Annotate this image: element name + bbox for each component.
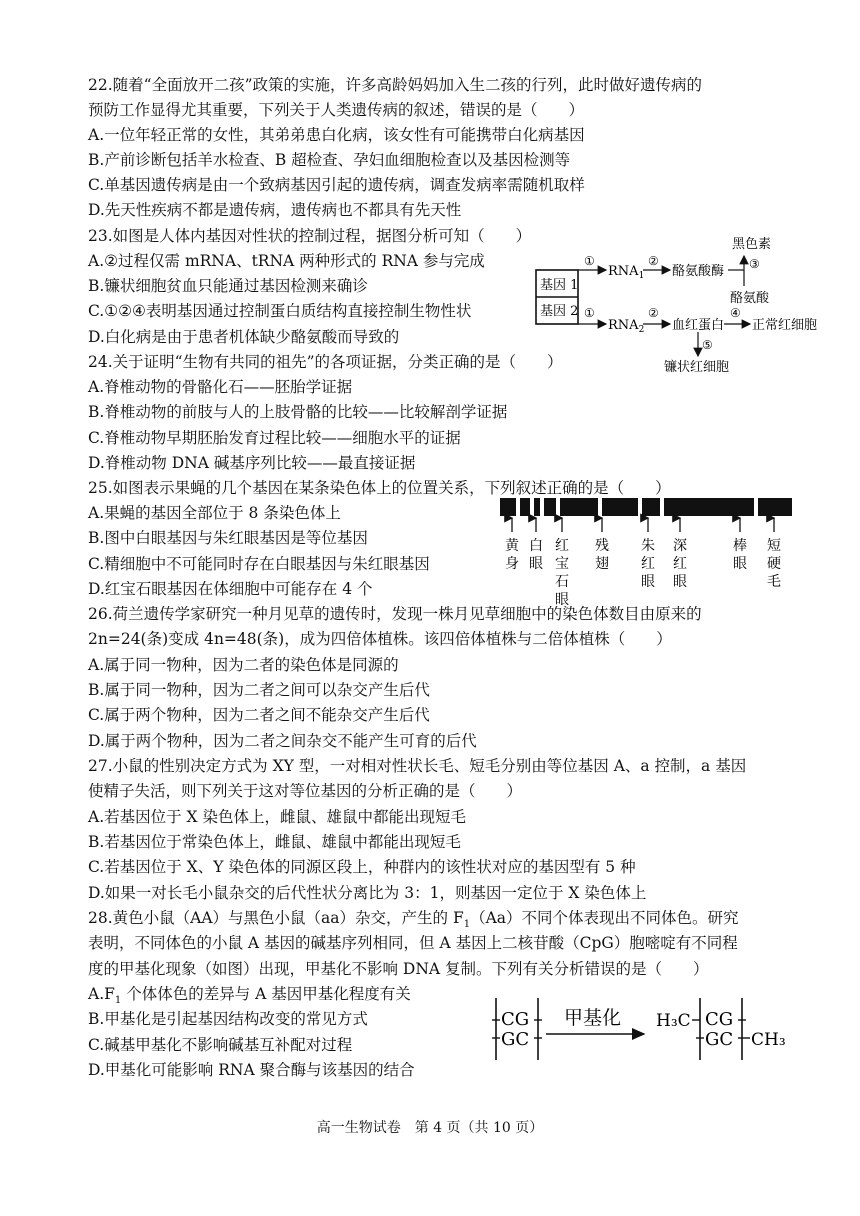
methyl-group-right: CH₃ — [751, 1030, 786, 1050]
tyrosine-label: 酪氨酸 — [730, 291, 770, 306]
rna2-label: $RNA_2$ — [608, 318, 645, 335]
hemoglobin-label: 血红蛋白 — [672, 318, 725, 333]
q24-option-b: B.脊椎动物的前肢与人的上肢骨骼的比较——比较解剖学证据 — [88, 403, 508, 421]
q25-option-b: B.图中白眼基因与朱红眼基因是等位基因 — [88, 529, 368, 547]
step-2-top: ② — [648, 254, 659, 268]
q24-option-d: D.脊椎动物 DNA 碱基序列比较——最直接证据 — [88, 454, 416, 472]
step-2-bottom: ② — [648, 306, 659, 320]
q28-option-a: $A.F_1$ 个体体色的差异与 A 基因甲基化程度有关 — [88, 985, 411, 1007]
q22-option-a: A.一位年轻正常的女性，其弟弟患白化病，该女性有可能携带白化病基因 — [88, 126, 585, 144]
q26-option-a: A.属于同一物种，因为二者的染色体是同源的 — [88, 656, 399, 674]
page-footer: 高一生物试卷 第 4 页（共 10 页） — [316, 1120, 544, 1136]
q26-option-b: B.属于同一物种，因为二者之间可以杂交产生后代 — [88, 681, 430, 699]
gene-label: 残翅 — [595, 538, 609, 572]
methylation-diagram — [488, 994, 808, 1066]
cg-right: CG — [705, 1009, 734, 1030]
q22-stem-line1: 22.随着“全面放开二孩”政策的实施，许多高龄妈妈加入生二孩的行列，此时做好遗传病的 — [88, 76, 703, 94]
cg-left: CG — [501, 1009, 530, 1030]
q25-option-c: C.精细胞中不可能同时存在白眼基因与朱红眼基因 — [88, 555, 430, 573]
step-4: ④ — [730, 306, 741, 320]
gc-right: GC — [705, 1029, 734, 1050]
q25-option-d: D.红宝石眼基因在体细胞中可能存在 4 个 — [88, 580, 373, 598]
gene-label: 白眼 — [529, 538, 543, 572]
melanin-label: 黑色素 — [732, 237, 772, 252]
methyl-group-left: H₃C — [656, 1011, 691, 1031]
q27-option-c: C.若基因位于 X、Y 染色体的同源区段上，种群内的该性状对应的基因型有 5 种 — [88, 858, 636, 876]
q28-option-c: C.碱基甲基化不影响碱基互补配对过程 — [88, 1036, 353, 1054]
gene-label: 朱红眼 — [641, 538, 655, 590]
q22-option-d: D.先天性疾病不都是遗传病，遗传病也不都具有先天性 — [88, 201, 462, 219]
chromosome-bar — [500, 498, 792, 516]
gene-label: 短硬毛 — [767, 538, 781, 590]
q26-stem-line1: 26.荷兰遗传学家研究一种月见草的遗传时，发现一株月见草细胞中的染色体数目由原来的 — [88, 605, 702, 623]
q26-option-d: D.属于两个物种，因为二者之间杂交不能产生可育的后代 — [88, 732, 477, 750]
gene2-label: 基因 2 — [540, 304, 579, 319]
q23-option-a: A.②过程仅需 mRNA、tRNA 两种形式的 RNA 参与完成 — [88, 252, 485, 270]
step-3: ③ — [749, 257, 760, 271]
step-1-bottom: ① — [584, 306, 595, 320]
gc-left: GC — [501, 1029, 530, 1050]
methylation-arrow-label: 甲基化 — [564, 1007, 622, 1029]
q25-option-a: A.果蝇的基因全部位于 8 条染色体上 — [88, 504, 341, 522]
q27-option-b: B.若基因位于常染色体上，雌鼠、雄鼠中都能出现短毛 — [88, 833, 461, 851]
q22-option-b: B.产前诊断包括羊水检查、B 超检查、孕妇血细胞检查以及基因检测等 — [88, 151, 571, 169]
q25-stem: 25.如图表示果蝇的几个基因在某条染色体上的位置关系，下列叙述正确的是（ ） — [88, 479, 671, 497]
q28-option-b: B.甲基化是引起基因结构改变的常见方式 — [88, 1010, 368, 1028]
q26-option-c: C.属于两个物种，因为二者之间不能杂交产生后代 — [88, 706, 430, 724]
q26-stem-line2: 2n=24(条)变成 4n=48(条)，成为四倍体植株。该四倍体植株与二倍体植株（ ） — [88, 630, 672, 648]
q23-option-c: C.①②④表明基因通过控制蛋白质结构直接控制生物性状 — [88, 302, 472, 320]
q23-option-d: D.白化病是由于患者机体缺少酪氨酸而导致的 — [88, 328, 400, 346]
gene-expression-diagram — [530, 232, 830, 374]
chromosome-gene-map — [498, 496, 798, 614]
normal-rbc-label: 正常红细胞 — [752, 318, 818, 333]
step-1-top: ① — [584, 254, 595, 268]
gene-label: 深红眼 — [673, 538, 687, 590]
gene-label: 黄身 — [505, 538, 519, 572]
q24-option-a: A.脊椎动物的骨骼化石——胚胎学证据 — [88, 378, 353, 396]
q27-stem-line1: 27.小鼠的性别决定方式为 XY 型，一对相对性状长毛、短毛分别由等位基因 A、a 控制，a 基因 — [88, 757, 747, 775]
step-5: ⑤ — [702, 338, 713, 352]
q27-option-a: A.若基因位于 X 染色体上，雌鼠、雄鼠中都能出现短毛 — [88, 808, 467, 826]
q28-option-d: D.甲基化可能影响 RNA 聚合酶与该基因的结合 — [88, 1061, 415, 1079]
q28-stem-line2: 表明，不同体色的小鼠 A 基因的碱基序列相同，但 A 基因上二核苷酸（CpG）胞嘧啶有不同程 — [88, 934, 738, 952]
q23-option-b: B.镰状细胞贫血只能通过基因检测来确诊 — [88, 277, 368, 295]
enzyme-label: 酪氨酸酶 — [672, 264, 725, 279]
sickle-rbc-label: 镰状红细胞 — [664, 360, 730, 374]
gene1-label: 基因 1 — [540, 278, 579, 293]
q24-option-c: C.脊椎动物早期胚胎发育过程比较——细胞水平的证据 — [88, 429, 461, 447]
gene-label: 棒眼 — [733, 538, 747, 572]
q22-option-c: C.单基因遗传病是由一个致病基因引起的遗传病，调查发病率需随机取样 — [88, 176, 585, 194]
rna1-label: $RNA_1$ — [608, 264, 645, 281]
gene-label: 红宝石眼 — [555, 538, 569, 608]
q28-stem-line3: 度的甲基化现象（如图）出现，甲基化不影响 DNA 复制。下列有关分析错误的是（ ） — [88, 960, 709, 978]
q28-stem-line1: 28.黄色小鼠（AA）与黑色小鼠（aa）杂交，产生的 $F_1(Aa)$不同个体表现出不同体色。研究 — [88, 909, 739, 931]
q22-stem-line2: 预防工作显得尤其重要，下列关于人类遗传病的叙述，错误的是（ ） — [88, 101, 585, 119]
q27-option-d: D.如果一对长毛小鼠杂交的后代性状分离比为 3：1，则基因一定位于 X 染色体上 — [88, 884, 647, 902]
q23-stem: 23.如图是人体内基因对性状的控制过程，据图分析可知（ ） — [88, 227, 532, 245]
q24-stem: 24.关于证明“生物有共同的祖先”的各项证据，分类正确的是（ ） — [88, 353, 563, 371]
q27-stem-line2: 使精子失活，则下列关于这对等位基因的分析正确的是（ ） — [88, 782, 523, 800]
